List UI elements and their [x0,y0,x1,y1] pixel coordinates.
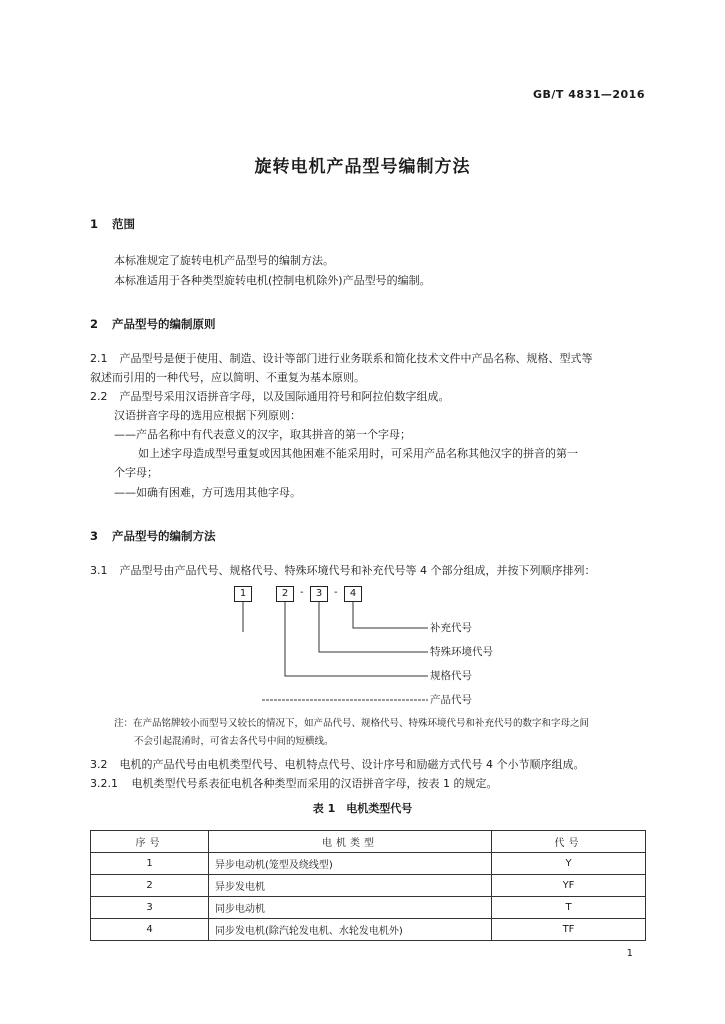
standard-code: GB/T 4831—2016 [533,88,645,101]
paragraph: 叙述而引用的一种代号，应以简明、不重复为基本原则。 [90,371,365,384]
code-box-4: 4 [344,586,362,602]
clause-text: 电机类型代号系表征电机各种类型而采用的汉语拼音字母，按表 1 的规定。 [131,777,498,790]
clause-text: 产品型号采用汉语拼音字母，以及国际通用符号和阿拉伯数字组成。 [119,390,450,403]
table-cell: 2 [91,875,209,897]
code-box-2: 2 [276,586,294,602]
clause-text: 产品型号由产品代号、规格代号、特殊环境代号和补充代号等 4 个部分组成，并按下列顺序排列： [119,564,596,577]
clause-3-2 [90,756,585,774]
note-line: 不会引起混淆时，可省去各代号中间的短横线。 [134,736,334,747]
label-special-env-code: 特殊环境代号 [430,646,493,658]
column-header: 电机类型 [209,831,492,853]
bullet-continuation: 个字母； [114,466,158,479]
section-title: 产品型号的编制方法 [112,529,216,543]
note-line: 注：在产品铭牌较小而型号又较长的情况下，如产品代号、规格代号、特殊环境代号和补充代号的数字和字母之间 [114,718,590,729]
model-code-diagram [0,582,725,712]
paragraph: 本标准适用于各种类型旋转电机(控制电机除外)产品型号的编制。 [114,274,431,287]
page-number: 1 [626,948,633,959]
clause-number: 3.1 [90,564,108,577]
diagram-leader-lines [0,582,725,712]
section-title: 产品型号的编制原则 [112,317,216,331]
paragraph: 本标准规定了旋转电机产品型号的编制方法。 [114,254,334,267]
column-header: 代号 [492,831,646,853]
bullet-item: ——如确有困难，方可选用其他字母。 [114,486,301,499]
bullet-item: ——产品名称中有代表意义的汉字，取其拼音的第一个字母； [114,428,411,441]
code-box-1: 1 [234,586,252,602]
bullet-continuation: 如上述字母造成型号重复或因其他困难不能采用时，可采用产品名称其他汉字的拼音的第一 [138,447,578,460]
code-separator: - [300,587,304,598]
code-box-3: 3 [310,586,328,602]
table-cell: 异步发电机 [209,875,492,897]
section-number: 1 [90,217,99,231]
leader-line-special-env [319,602,428,652]
table-title: 表 1 电机类型代号 [312,802,413,815]
paragraph: 汉语拼音字母的选用应根据下列原则： [114,409,301,422]
table-cell: 4 [91,919,209,941]
section-3-heading [90,528,216,544]
leader-line-supplement [353,602,428,628]
table-cell: 同步发电机(除汽轮发电机、水轮发电机外) [209,919,492,941]
clause-3-1 [90,562,596,580]
table-header-row [91,831,646,853]
clause-text: 产品型号是便于使用、制造、设计等部门进行业务联系和简化技术文件中产品名称、规格、型式等 [119,352,593,365]
clause-number: 2.1 [90,352,108,365]
table-cell: TF [492,919,646,941]
label-product-code: 产品代号 [430,694,472,706]
leader-line-spec [285,602,428,676]
clause-2-2 [90,388,450,406]
clause-2-1 [90,350,593,368]
document-title: 旋转电机产品型号编制方法 [254,157,471,177]
table-row [91,919,646,941]
section-1-heading [90,216,135,232]
table-row [91,897,646,919]
table-row [91,853,646,875]
section-number: 3 [90,529,99,543]
motor-type-table [90,830,646,941]
table-cell: 1 [91,853,209,875]
section-2-heading [90,316,216,332]
label-spec-code: 规格代号 [430,670,472,682]
table-cell: Y [492,853,646,875]
clause-number: 3.2.1 [90,777,118,790]
clause-number: 3.2 [90,758,108,771]
clause-number: 2.2 [90,390,108,403]
table-cell: 异步电动机(笼型及绕线型) [209,853,492,875]
label-supplement-code: 补充代号 [430,622,472,634]
section-number: 2 [90,317,99,331]
table-cell: 同步电动机 [209,897,492,919]
table-row [91,875,646,897]
section-title: 范围 [112,217,136,231]
clause-3-2-1 [90,775,498,793]
column-header: 序号 [91,831,209,853]
clause-text: 电机的产品代号由电机类型代号、电机特点代号、设计序号和励磁方式代号 4 个小节顺序组成。 [119,758,585,771]
table-cell: YF [492,875,646,897]
table-cell: 3 [91,897,209,919]
table-cell: T [492,897,646,919]
code-separator: - [334,587,338,598]
